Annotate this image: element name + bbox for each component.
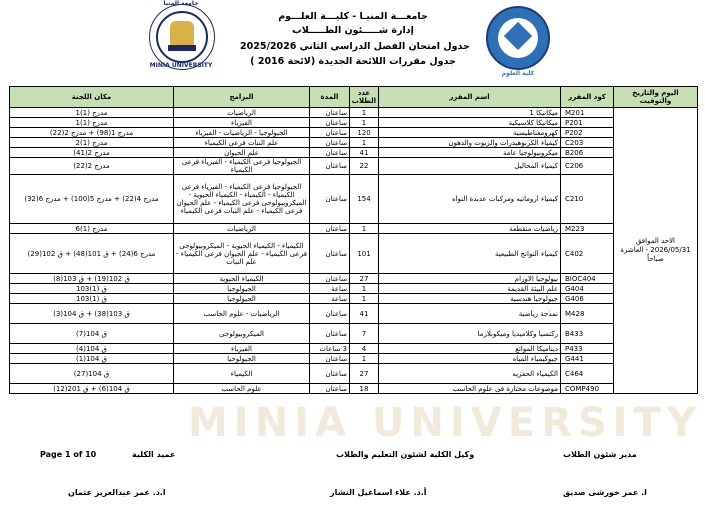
course-name-cell: علم البيئة القديمة: [379, 284, 561, 294]
course-code-cell: G406: [561, 294, 614, 304]
course-name-cell: نمذجة رياضية: [379, 304, 561, 324]
duration-cell: ساعتان: [310, 274, 350, 284]
programs-cell: الكيمياء - الكيمياء الحيوية - الميكروبيولوجى فرعى الكيمياء - علم الحيوان فرعى الكيمياء - علم النبات: [174, 234, 310, 274]
course-name-cell: كيمياء الكربوهيدرات والزيوت والدهون: [379, 138, 561, 148]
exam-datetime-cell: الاحد الموافق 2026/05/31 - العاشرة صباحاً: [614, 108, 698, 394]
exam-place-cell: مدرج 6(24) + ق 101(48) + ق 102(29): [10, 234, 174, 274]
header-duration: المدة: [310, 87, 350, 108]
students-count-cell: 41: [350, 148, 379, 158]
logo-left-arabic: جامعة المنيا: [163, 0, 199, 7]
course-name-cell: كيمياء المحاليل: [379, 158, 561, 175]
header-datetime: اليوم والتاريخ والتوقيت: [614, 87, 698, 108]
students-count-cell: 22: [350, 158, 379, 175]
table-row: [10, 108, 698, 118]
exam-place-cell: ق 104(7): [10, 324, 174, 344]
students-count-cell: 41: [350, 304, 379, 324]
duration-cell: ساعتان: [310, 234, 350, 274]
duration-cell: ساعتان: [310, 138, 350, 148]
programs-cell: الجيولوجيا فرعى الكيمياء - الفيزياء فرعى الكيمياء - الكيمياء - الكيمياء الحيوية - الميكروبيولوجى فرعى الكيمياء - علم الحيوان فرعى الكيمياء - علم النبات فرعى الكيمياء: [174, 175, 310, 224]
course-name-cell: ركتسيا وكلاميديا وميكوبلازما: [379, 324, 561, 344]
course-code-cell: C206: [561, 158, 614, 175]
course-name-cell: موضوعات مختارة فى علوم الحاسب: [379, 384, 561, 394]
table-row: [10, 234, 698, 274]
logo-left-caption: MINIA UNIVERSITY: [149, 62, 213, 69]
table-row: [10, 118, 698, 128]
duration-cell: ساعتان: [310, 304, 350, 324]
duration-cell: ساعتان: [310, 108, 350, 118]
table-body: [10, 108, 698, 394]
duration-cell: ساعتان: [310, 324, 350, 344]
exam-place-cell: مدرج 4(22) + مدرج 5(100) + مدرج 6(32): [10, 175, 174, 224]
duration-cell: 3 ساعات: [310, 344, 350, 354]
logo-right-caption: كلية العلوم: [501, 70, 535, 77]
course-name-cell: كيمياء اروماتيه ومركبات عديدة النواه: [379, 175, 561, 224]
watermark: MINIA UNIVERSITY: [188, 400, 702, 446]
exam-place-cell: ق 102(19) + ق 103(8): [10, 274, 174, 284]
table-row: [10, 354, 698, 364]
course-code-cell: C210: [561, 175, 614, 224]
students-count-cell: 7: [350, 324, 379, 344]
dean-title: عميد الكلية: [132, 450, 176, 459]
programs-cell: علم النبات فرعى الكيمياء: [174, 138, 310, 148]
table-row: [10, 304, 698, 324]
duration-cell: ساعتان: [310, 364, 350, 384]
programs-cell: علوم الحاسب: [174, 384, 310, 394]
header-name: اسم المقرر: [379, 87, 561, 108]
exam-place-cell: ق 104(6) + ق 201(12): [10, 384, 174, 394]
duration-cell: ساعتان: [310, 118, 350, 128]
programs-cell: الجيولوجيا فرعى الكيمياء - الفيزياء فرعى الكيمياء: [174, 158, 310, 175]
programs-cell: علم الحيوان: [174, 148, 310, 158]
course-code-cell: COMP490: [561, 384, 614, 394]
header-regulation: جدول مقررات اللائحة الجديدة (لائحة 2016 ): [250, 56, 456, 67]
exam-place-cell: ق 103(38) + ق 104(3): [10, 304, 174, 324]
exam-place-cell: مدرج 2(41): [10, 148, 174, 158]
header-exam-title: جدول امتحان الفصل الدراسي الثاني 2025/2026: [240, 41, 470, 52]
exam-place-cell: ق 104(27): [10, 364, 174, 384]
duration-cell: ساعتان: [310, 128, 350, 138]
table-row: [10, 274, 698, 284]
exam-place-cell: مدرج (1)1: [10, 118, 174, 128]
students-count-cell: 1: [350, 138, 379, 148]
header-code: كود المقرر: [561, 87, 614, 108]
course-code-cell: C402: [561, 234, 614, 274]
exam-place-cell: مدرج (1)6: [10, 224, 174, 234]
course-code-cell: C203: [561, 138, 614, 148]
duration-cell: ساعتان: [310, 224, 350, 234]
table-row: [10, 175, 698, 224]
students-count-cell: 1: [350, 354, 379, 364]
header-programs: البرامج: [174, 87, 310, 108]
duration-cell: ساعة: [310, 284, 350, 294]
faculty-logo: [486, 6, 550, 70]
students-count-cell: 1: [350, 294, 379, 304]
table-header-row: [10, 87, 698, 108]
course-code-cell: P201: [561, 118, 614, 128]
programs-cell: الجيولوجيا: [174, 354, 310, 364]
course-code-cell: P202: [561, 128, 614, 138]
exam-place-cell: مدرج (1)1: [10, 108, 174, 118]
course-code-cell: G441: [561, 354, 614, 364]
students-count-cell: 120: [350, 128, 379, 138]
course-code-cell: B433: [561, 324, 614, 344]
university-logo: [149, 4, 215, 70]
table-row: [10, 294, 698, 304]
course-name-cell: جيولوجيا هندسية: [379, 294, 561, 304]
programs-cell: الكيمياء: [174, 364, 310, 384]
duration-cell: ساعتان: [310, 384, 350, 394]
header-university: جامعـــة المنيـا - كليـــة العلـــوم: [278, 11, 428, 22]
table-row: [10, 284, 698, 294]
students-count-cell: 18: [350, 384, 379, 394]
students-count-cell: 1: [350, 224, 379, 234]
exam-place-cell: ق (1)103: [10, 284, 174, 294]
course-code-cell: M223: [561, 224, 614, 234]
students-count-cell: 154: [350, 175, 379, 224]
manager-title: مدير شئون الطلاب: [563, 450, 637, 459]
students-count-cell: 27: [350, 274, 379, 284]
course-name-cell: جيوكيمياء المياه: [379, 354, 561, 364]
students-count-cell: 101: [350, 234, 379, 274]
course-name-cell: بيولوجيا الاورام: [379, 274, 561, 284]
students-count-cell: 1: [350, 284, 379, 294]
table-row: [10, 224, 698, 234]
vice-dean-name: أ.د. علاء اسماعيل النشار: [330, 488, 427, 497]
students-count-cell: 27: [350, 364, 379, 384]
course-code-cell: M201: [561, 108, 614, 118]
course-code-cell: P433: [561, 344, 614, 354]
course-code-cell: B206: [561, 148, 614, 158]
header-students: عدد الطلاب: [350, 87, 379, 108]
course-name-cell: رياضيات متقطعة: [379, 224, 561, 234]
programs-cell: الرياضيات - علوم الحاسب: [174, 304, 310, 324]
students-count-cell: 4: [350, 344, 379, 354]
programs-cell: الجيولوجيا: [174, 284, 310, 294]
course-code-cell: BIOC404: [561, 274, 614, 284]
duration-cell: ساعتان: [310, 175, 350, 224]
manager-name: ا. عمر خورشى صديق: [563, 488, 647, 497]
table-row: [10, 138, 698, 148]
programs-cell: الكيمياء الحيوية: [174, 274, 310, 284]
dean-name: ا.د. عمر عبدالعزيز عثمان: [68, 488, 166, 497]
course-name-cell: ميكروبيولوجيا عامة: [379, 148, 561, 158]
page-number: Page 1 of 10: [40, 450, 97, 459]
vice-dean-title: وكيل الكلية لشئون التعليم والطلاب: [336, 450, 475, 459]
course-name-cell: الكيمياء الحفزيه: [379, 364, 561, 384]
programs-cell: الفيزياء: [174, 344, 310, 354]
exam-place-cell: مدرج 1(98) + مدرج 2(22): [10, 128, 174, 138]
exam-schedule-table: [9, 86, 698, 394]
course-name-cell: كهرومغناطيسية: [379, 128, 561, 138]
header-place: مكان اللجنة: [10, 87, 174, 108]
students-count-cell: 1: [350, 108, 379, 118]
duration-cell: ساعتان: [310, 354, 350, 364]
table-row: [10, 384, 698, 394]
course-code-cell: C464: [561, 364, 614, 384]
course-name-cell: ميكانيكا 1: [379, 108, 561, 118]
duration-cell: ساعتان: [310, 148, 350, 158]
course-name-cell: ديناميكا الموائع: [379, 344, 561, 354]
exam-place-cell: ق 104(1): [10, 354, 174, 364]
table-row: [10, 344, 698, 354]
exam-place-cell: مدرج 2(22): [10, 158, 174, 175]
course-code-cell: M428: [561, 304, 614, 324]
table-row: [10, 128, 698, 138]
programs-cell: الميكروبيولوجى: [174, 324, 310, 344]
programs-cell: الجيولوجيا - الرياضيات - الفيزياء: [174, 128, 310, 138]
programs-cell: الفيزياء: [174, 118, 310, 128]
header-department: إدارة شـــــئون الطـــــلاب: [292, 25, 414, 36]
duration-cell: ساعة: [310, 294, 350, 304]
exam-place-cell: ق 104(4): [10, 344, 174, 354]
programs-cell: الرياضيات: [174, 224, 310, 234]
programs-cell: الجيولوجيا: [174, 294, 310, 304]
course-name-cell: ميكانيكا كلاسيكية: [379, 118, 561, 128]
logo-band: [168, 45, 196, 51]
exam-place-cell: مدرج (1)2: [10, 138, 174, 148]
exam-place-cell: ق (1)103: [10, 294, 174, 304]
table-row: [10, 158, 698, 175]
table-row: [10, 364, 698, 384]
course-name-cell: كيمياء النواتج الطبيعية: [379, 234, 561, 274]
table-row: [10, 148, 698, 158]
course-code-cell: G404: [561, 284, 614, 294]
table-row: [10, 324, 698, 344]
students-count-cell: 1: [350, 118, 379, 128]
programs-cell: الرياضيات: [174, 108, 310, 118]
duration-cell: ساعتان: [310, 158, 350, 175]
